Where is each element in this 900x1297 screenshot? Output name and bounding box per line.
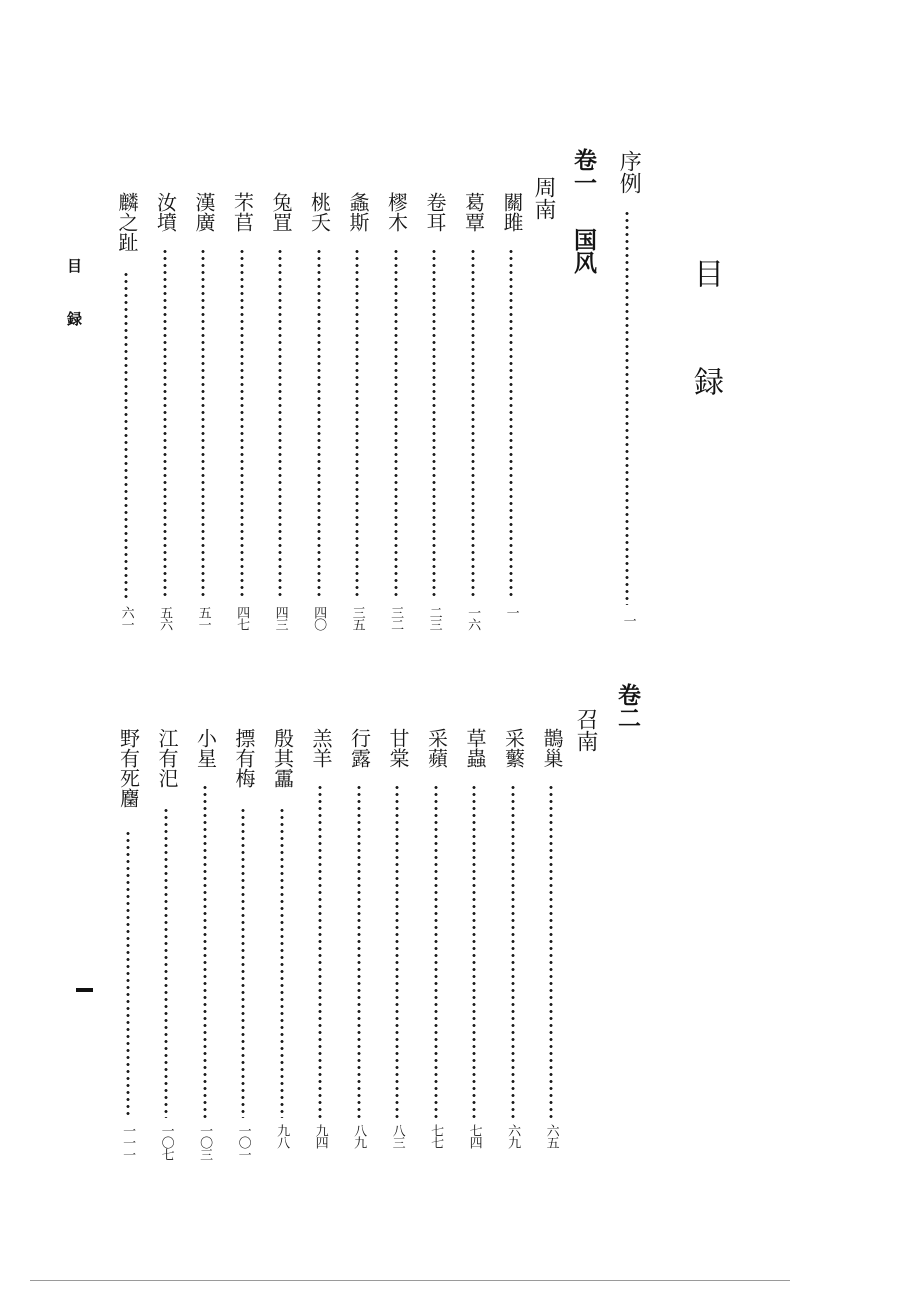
toc-entry-page-number: 四三: [272, 606, 288, 630]
toc-entry-title[interactable]: 兔罝: [269, 192, 293, 232]
toc-entry-leader: [203, 784, 207, 1118]
preface-leader: [625, 210, 629, 605]
toc-entry-title[interactable]: 甘棠: [386, 728, 410, 768]
toc-entry-page-number: 一六: [465, 606, 481, 630]
toc-entry-page-number: 八三: [389, 1124, 405, 1148]
toc-entry-leader: [278, 248, 282, 600]
toc-entry-leader: [395, 784, 399, 1118]
toc-entry-page-number: 七七: [428, 1124, 444, 1148]
toc-entry-leader: [432, 248, 436, 600]
toc-entry-page-number: 六九: [505, 1124, 521, 1148]
toc-entry-title[interactable]: 野有死麕: [116, 728, 141, 808]
volume-1-sub-section: 周南: [531, 176, 556, 220]
toc-entry-leader: [126, 830, 130, 1118]
toc-entry-page-number: 一一一: [120, 1124, 136, 1160]
toc-entry-title[interactable]: 葛覃: [461, 192, 486, 232]
preface-title[interactable]: 序例: [616, 150, 642, 194]
toc-entry-title[interactable]: 汝墳: [153, 192, 178, 232]
toc-entry-page-number: 四七: [234, 606, 250, 630]
preface-page: 一: [620, 614, 636, 626]
volume-2-label: 卷二: [614, 683, 641, 729]
toc-entry-page-number: 七四: [466, 1124, 482, 1148]
toc-entry-title[interactable]: 草蟲: [463, 728, 487, 768]
toc-entry-leader: [124, 271, 128, 600]
toc-entry-page-number: 六五: [543, 1124, 559, 1148]
toc-entry-leader: [317, 248, 321, 600]
toc-entry-leader: [394, 248, 398, 600]
toc-entry-page-number: 九八: [274, 1124, 290, 1148]
toc-entry-page-number: 四〇: [311, 606, 327, 630]
toc-entry-leader: [509, 248, 513, 600]
toc-entry-leader: [240, 248, 244, 600]
toc-entry-page-number: 六一: [118, 606, 134, 630]
toc-entry-title[interactable]: 行露: [347, 728, 372, 768]
toc-entry-page-number: 三五: [349, 606, 365, 630]
toc-entry-page-number: 一: [503, 606, 519, 618]
toc-entry-title[interactable]: 采蘋: [424, 728, 449, 768]
toc-entry-title[interactable]: 漢廣: [192, 192, 216, 232]
toc-entry-leader: [163, 248, 167, 600]
toc-entry-leader: [472, 784, 476, 1118]
toc-entry-title[interactable]: 麟之趾: [115, 192, 139, 252]
volume-1-label: 卷一: [570, 148, 597, 194]
toc-entry-leader: [549, 784, 553, 1118]
toc-entry-title[interactable]: 鵲巢: [540, 728, 564, 768]
toc-entry-leader: [434, 784, 438, 1118]
toc-entry-page-number: 八九: [351, 1124, 367, 1148]
toc-entry-leader: [280, 807, 284, 1118]
toc-entry-page-number: 三二: [388, 606, 404, 630]
toc-entry-title[interactable]: 關雎: [500, 192, 524, 232]
toc-entry-title[interactable]: 樛木: [384, 192, 409, 232]
toc-entry-page-number: 一〇七: [158, 1124, 174, 1160]
volume-2-sub-section: 召南: [573, 708, 598, 752]
toc-entry-page-number: 九四: [312, 1124, 328, 1148]
toc-entry-title[interactable]: 采蘩: [501, 728, 526, 768]
toc-entry-title[interactable]: 螽斯: [346, 192, 370, 232]
toc-entry-leader: [355, 248, 359, 600]
volume-1-section-heading: 国风: [570, 228, 597, 274]
toc-entry-leader: [471, 248, 475, 600]
toc-entry-title[interactable]: 小星: [193, 728, 218, 768]
toc-entry-title[interactable]: 桃夭: [307, 192, 332, 232]
toc-entry-leader: [511, 784, 515, 1118]
toc-entry-page-number: 二三: [426, 606, 442, 630]
toc-entry-page-number: 五六: [157, 606, 173, 630]
running-head: 目録: [65, 258, 83, 364]
toc-entry-leader: [201, 248, 205, 600]
toc-entry-leader: [164, 807, 168, 1118]
toc-entry-title[interactable]: 卷耳: [423, 192, 447, 232]
toc-entry-leader: [357, 784, 361, 1118]
toc-entry-title[interactable]: 殷其靁: [270, 728, 295, 788]
toc-entry-title[interactable]: 芣苢: [230, 192, 255, 232]
toc-entry-title[interactable]: 摽有梅: [232, 728, 256, 788]
page-title: 目録: [688, 258, 723, 474]
toc-entry-leader: [318, 784, 322, 1118]
bottom-rule: [30, 1280, 790, 1281]
toc-entry-title[interactable]: 羔羊: [309, 728, 333, 768]
toc-entry-leader: [241, 807, 245, 1118]
toc-entry-page-number: 一〇三: [197, 1124, 213, 1160]
toc-entry-title[interactable]: 江有汜: [155, 728, 179, 788]
toc-entry-page-number: 一〇一: [235, 1124, 251, 1160]
toc-entry-page-number: 五一: [195, 606, 211, 630]
folio-number: [76, 988, 93, 992]
